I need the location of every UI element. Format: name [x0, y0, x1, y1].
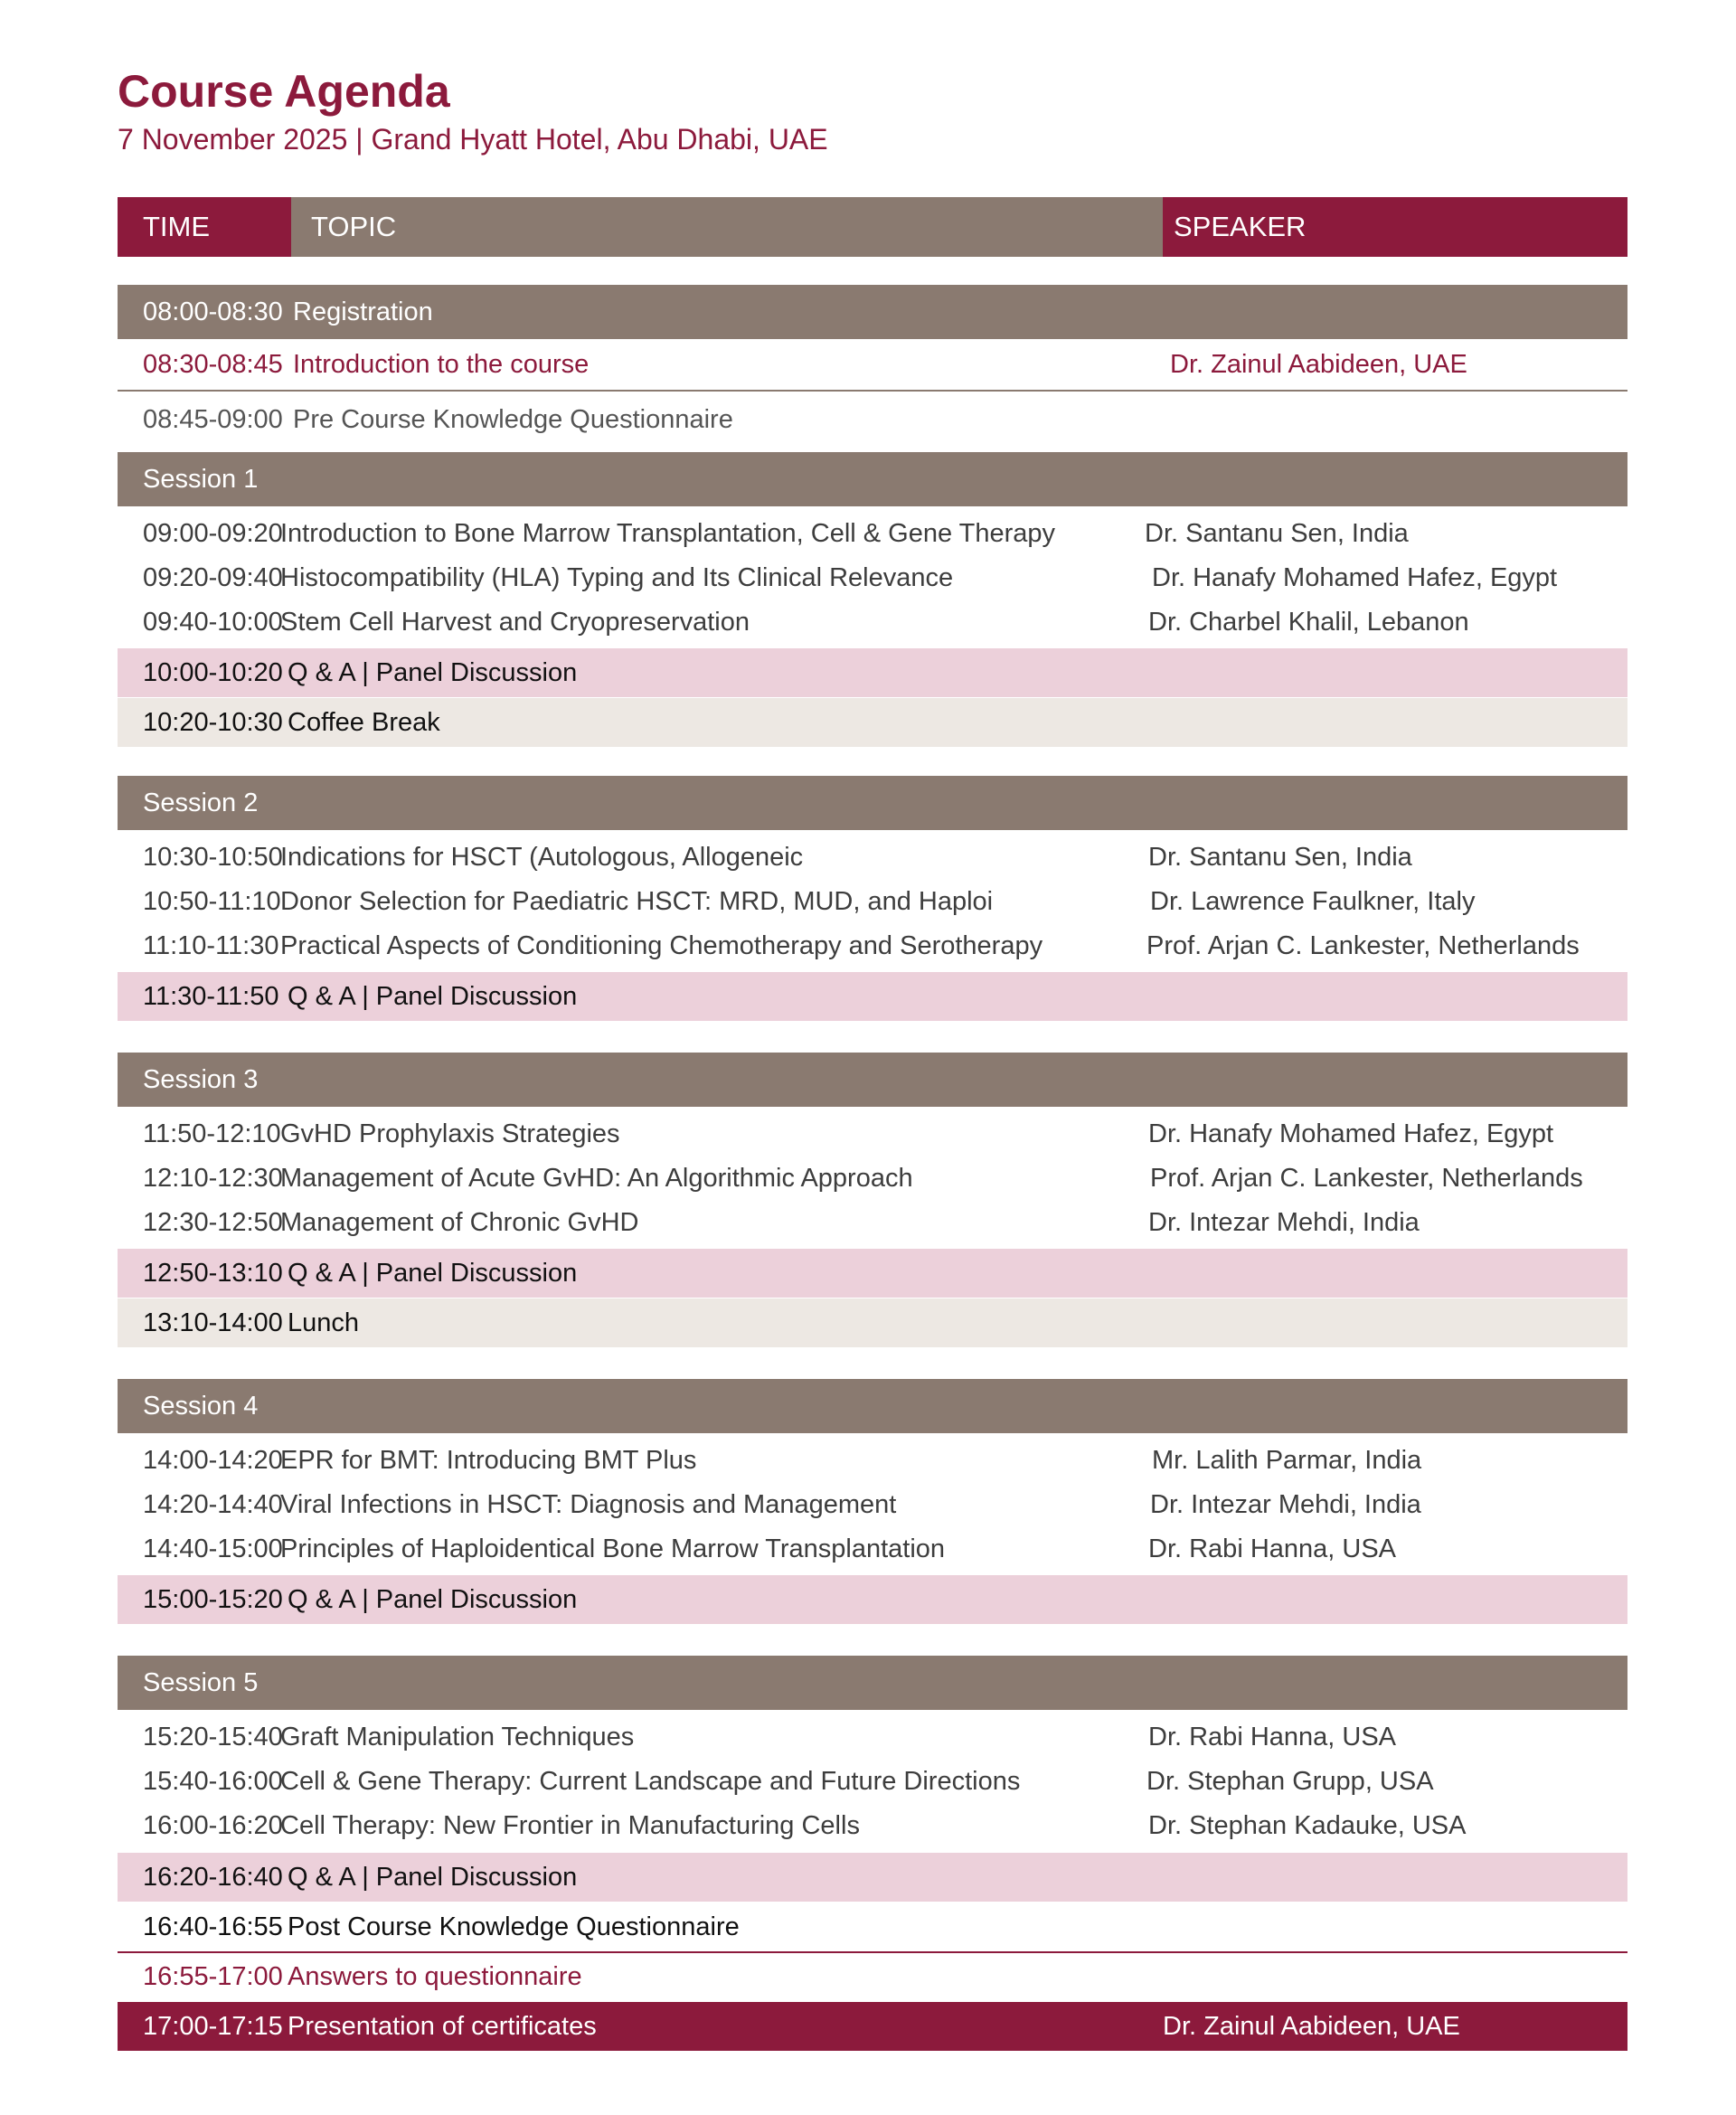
row-time: 15:40-16:00: [143, 1766, 283, 1796]
agenda-row: [118, 1438, 1628, 1483]
agenda-row: [118, 1482, 1628, 1527]
agenda-row: [118, 1111, 1628, 1157]
row-topic: Cell Therapy: New Frontier in Manufacturing Cells: [280, 1810, 860, 1840]
row-time: 11:30-11:50: [143, 981, 279, 1011]
row-time: 09:40-10:00: [143, 607, 283, 637]
agenda-table-header: [118, 197, 1628, 257]
row-topic: Pre Course Knowledge Questionnaire: [293, 404, 733, 434]
row-time: 08:45-09:00: [143, 404, 283, 434]
row-speaker: Prof. Arjan C. Lankester, Netherlands: [1146, 930, 1580, 960]
row-time: 10:30-10:50: [143, 842, 283, 872]
session-header-1: [118, 452, 1628, 506]
row-time: 14:00-14:20: [143, 1445, 283, 1475]
row-time: 10:50-11:10: [143, 886, 281, 916]
agenda-row-qa: [118, 1575, 1628, 1624]
agenda-row: [118, 600, 1628, 645]
column-header-topic: TOPIC: [291, 197, 1163, 257]
session-header-4: [118, 1379, 1628, 1433]
row-time: 09:00-09:20: [143, 518, 283, 548]
agenda-row-registration: [118, 285, 1628, 339]
row-time: 09:20-09:40: [143, 562, 283, 592]
row-time: 08:30-08:45: [143, 349, 283, 379]
row-time: 13:10-14:00: [143, 1308, 283, 1337]
row-time: 10:20-10:30: [143, 707, 283, 737]
row-topic: Introduction to the course: [293, 349, 590, 379]
agenda-row-introduction: [118, 339, 1628, 392]
agenda-row-qa: [118, 648, 1628, 697]
row-topic: Stem Cell Harvest and Cryopreservation: [280, 607, 750, 637]
row-topic: Indications for HSCT (Autologous, Allogeneic: [280, 842, 804, 872]
row-topic: GvHD Prophylaxis Strategies: [280, 1119, 620, 1148]
event-subtitle: 7 November 2025 | Grand Hyatt Hotel, Abu Dhabi, UAE: [118, 123, 828, 156]
row-topic: Q & A | Panel Discussion: [288, 1584, 578, 1614]
row-topic: Histocompatibility (HLA) Typing and Its Clinical Relevance: [280, 562, 954, 592]
row-speaker: Dr. Santanu Sen, India: [1145, 518, 1409, 548]
session-header-2: [118, 776, 1628, 830]
row-topic: Registration: [293, 297, 433, 326]
agenda-row-post-questionnaire: [118, 1903, 1628, 1951]
agenda-row: [118, 1759, 1628, 1804]
row-speaker: Dr. Santanu Sen, India: [1148, 842, 1412, 872]
row-time: 12:10-12:30: [143, 1163, 283, 1193]
session-label: Session 2: [143, 788, 259, 817]
row-topic: Lunch: [288, 1308, 360, 1337]
agenda-row: [118, 1526, 1628, 1572]
row-topic: Cell & Gene Therapy: Current Landscape and Future Directions: [280, 1766, 1021, 1796]
session-label: Session 4: [143, 1391, 259, 1421]
row-topic: Q & A | Panel Discussion: [288, 657, 578, 687]
row-speaker: Dr. Zainul Aabideen, UAE: [1170, 349, 1467, 379]
agenda-row: [118, 511, 1628, 556]
session-header-3: [118, 1053, 1628, 1107]
agenda-row-answers: [118, 1951, 1628, 2000]
row-topic: Post Course Knowledge Questionnaire: [288, 1912, 740, 1941]
row-time: 08:00-08:30: [143, 297, 283, 326]
row-speaker: Dr. Hanafy Mohamed Hafez, Egypt: [1152, 562, 1558, 592]
session-label: Session 5: [143, 1667, 259, 1697]
row-speaker: Dr. Stephan Kadauke, USA: [1148, 1810, 1467, 1840]
row-time: 10:00-10:20: [143, 657, 283, 687]
row-topic: Answers to questionnaire: [288, 1961, 582, 1991]
row-speaker: Dr. Rabi Hanna, USA: [1148, 1534, 1397, 1563]
agenda-row: [118, 879, 1628, 924]
page-title: Course Agenda: [118, 66, 450, 117]
row-time: 16:55-17:00: [143, 1961, 283, 1991]
row-time: 15:00-15:20: [143, 1584, 283, 1614]
row-speaker: Dr. Charbel Khalil, Lebanon: [1148, 607, 1469, 637]
row-time: 12:50-13:10: [143, 1258, 283, 1288]
agenda-row: [118, 1200, 1628, 1245]
row-topic: Management of Acute GvHD: An Algorithmic Approach: [280, 1163, 913, 1193]
row-topic: Management of Chronic GvHD: [280, 1207, 639, 1237]
agenda-row: [118, 1803, 1628, 1848]
row-topic: Viral Infections in HSCT: Diagnosis and Management: [280, 1489, 897, 1519]
row-topic: Practical Aspects of Conditioning Chemotherapy and Serotherapy: [280, 930, 1043, 960]
row-speaker: Prof. Arjan C. Lankester, Netherlands: [1150, 1163, 1583, 1193]
agenda-row-coffee-break: [118, 698, 1628, 747]
row-speaker: Mr. Lalith Parmar, India: [1152, 1445, 1422, 1475]
agenda-row-lunch: [118, 1298, 1628, 1347]
session-label: Session 1: [143, 464, 259, 494]
row-speaker: Dr. Zainul Aabideen, UAE: [1163, 2011, 1460, 2041]
row-topic: Q & A | Panel Discussion: [288, 1862, 578, 1892]
row-topic: Graft Manipulation Techniques: [280, 1722, 635, 1751]
row-time: 16:20-16:40: [143, 1862, 283, 1892]
column-header-speaker: SPEAKER: [1163, 197, 1628, 257]
column-header-time: TIME: [118, 197, 291, 257]
session-header-5: [118, 1656, 1628, 1710]
row-time: 15:20-15:40: [143, 1722, 283, 1751]
row-time: 17:00-17:15: [143, 2011, 283, 2041]
row-speaker: Dr. Intezar Mehdi, India: [1150, 1489, 1421, 1519]
row-topic: Principles of Haploidentical Bone Marrow Transplantation: [280, 1534, 946, 1563]
row-topic: Introduction to Bone Marrow Transplantation, Cell & Gene Therapy: [280, 518, 1056, 548]
agenda-row-certificates: [118, 2002, 1628, 2051]
agenda-row: [118, 1714, 1628, 1760]
agenda-row-qa: [118, 972, 1628, 1021]
row-time: 14:40-15:00: [143, 1534, 283, 1563]
row-time: 12:30-12:50: [143, 1207, 283, 1237]
row-speaker: Dr. Intezar Mehdi, India: [1148, 1207, 1420, 1237]
row-time: 16:00-16:20: [143, 1810, 283, 1840]
row-time: 16:40-16:55: [143, 1912, 283, 1941]
row-speaker: Dr. Rabi Hanna, USA: [1148, 1722, 1397, 1751]
row-speaker: Dr. Lawrence Faulkner, Italy: [1150, 886, 1476, 916]
row-speaker: Dr. Hanafy Mohamed Hafez, Egypt: [1148, 1119, 1554, 1148]
agenda-row: [118, 555, 1628, 600]
row-time: 11:50-12:10: [143, 1119, 281, 1148]
row-topic: Coffee Break: [288, 707, 440, 737]
row-speaker: Dr. Stephan Grupp, USA: [1146, 1766, 1434, 1796]
row-topic: Donor Selection for Paediatric HSCT: MRD, MUD, and Haploi: [280, 886, 994, 916]
row-topic: Presentation of certificates: [288, 2011, 597, 2041]
row-topic: Q & A | Panel Discussion: [288, 981, 578, 1011]
row-time: 14:20-14:40: [143, 1489, 283, 1519]
row-topic: EPR for BMT: Introducing BMT Plus: [280, 1445, 697, 1475]
agenda-row-qa: [118, 1249, 1628, 1298]
agenda-row-qa: [118, 1853, 1628, 1902]
agenda-row: [118, 835, 1628, 880]
row-topic: Q & A | Panel Discussion: [288, 1258, 578, 1288]
agenda-row: [118, 923, 1628, 968]
session-label: Session 3: [143, 1064, 259, 1094]
agenda-row-pre-questionnaire: [118, 393, 1628, 446]
agenda-row: [118, 1156, 1628, 1201]
row-time: 11:10-11:30: [143, 930, 279, 960]
